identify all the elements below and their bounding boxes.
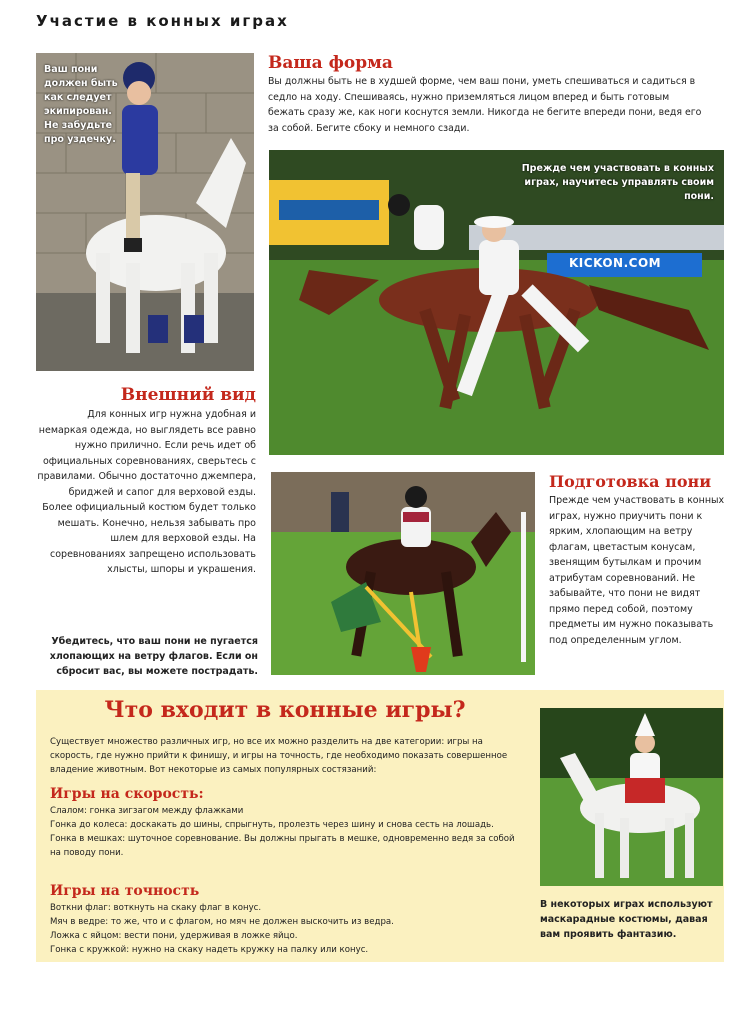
section-look-caption: Убедитесь, что ваш пони не пугается хлопающих на ветру флагов. Если он сбросит вас, вы можете пострадать. xyxy=(49,636,258,677)
accuracy-list xyxy=(50,901,520,957)
speed-heading: Игры на скорость: xyxy=(50,786,204,802)
photo-costume-caption: В некоторых играх используют маскарадные костюмы, давая вам проявить фантазию. xyxy=(540,899,713,940)
section-look-heading: Внешний вид xyxy=(120,385,256,405)
photo-boy-pony xyxy=(36,53,254,371)
sponsor-banner: KICKON.COM xyxy=(569,256,662,270)
accuracy-item: Ложка с яйцом: вести пони, удерживая в ложке яйцо. xyxy=(50,931,298,941)
section-form-text: Вы должны быть не в худшей форме, чем ваш пони, уметь спешиваться и садиться в седло на ходу. Спешиваясь, нужно приземляться лицом вперед и быть готовым бежать сразу же, как ноги коснутся земли. Никогда не бегите впереди пони, ведя его за собой. Бегите сбоку и немного сзади. xyxy=(268,76,702,134)
games-heading: Что входит в конные игры? xyxy=(104,697,466,723)
photo-flag-game xyxy=(271,472,535,675)
speed-item: Гонка до колеса: доскакать до шины, спрыгнуть, пролезть через шину и снова сесть на лошадь. xyxy=(50,820,494,830)
section-prep-text: Прежде чем участвовать в конных играх, нужно приучить пони к ярким, хлопающим на ветру флагам, цветастым конусам, звенящим бутылкам и прочим атрибутам соревнований. Не забывайте, что пони не видят прямо перед собой, поэтому предметы им нужно показывать под определенным углом. xyxy=(549,495,725,646)
accuracy-item: Мяч в ведре: то же, что и с флагом, но мяч не должен выскочить из ведра. xyxy=(50,917,394,927)
page-title: Участие в конных играх xyxy=(36,12,289,30)
accuracy-heading: Игры на точность xyxy=(50,883,200,899)
section-form-heading: Ваша форма xyxy=(268,53,393,73)
photo-costume-rider-image xyxy=(540,708,723,886)
photo-pony-race-caption: Прежде чем участвовать в конных играх, научитесь управлять своим пони. xyxy=(521,163,714,202)
photo-flag-game-image xyxy=(271,472,535,675)
photo-pony-race xyxy=(269,150,724,455)
speed-item: Слалом: гонка зигзагом между флажками xyxy=(50,806,244,816)
accuracy-item: Гонка с кружкой: нужно на скаку надеть кружку на палку или конус. xyxy=(50,945,369,955)
section-look-text: Для конных игр нужна удобная и немаркая одежда, но выглядеть все равно нужно прилично. Если речь идет об официальных соревнованиях, сверьтесь с правилами. Обычно достаточно джемпера, бриджей и сапог для верховой езды. Более официальный костюм будет только мешать. Конечно, нельзя забывать про шлем для верховой езды. На соревнованиях запрещено использовать хлысты, шпоры и украшения. xyxy=(37,409,256,575)
accuracy-item: Воткни флаг: воткнуть на скаку флаг в конус. xyxy=(50,903,262,913)
photo-boy-pony-caption: Ваш пони должен быть как следует экипирован. Не забудьте про уздечку. xyxy=(44,64,118,145)
speed-list xyxy=(50,804,520,860)
photo-costume-rider xyxy=(540,708,723,886)
speed-item: Гонка в мешках: шуточное соревнование. Вы должны прыгать в мешке, одновременно ведя за собой на поводу пони. xyxy=(50,834,515,858)
games-intro: Существует множество различных игр, но все их можно разделить на две категории: игры на скорость, где нужно прийти к финишу, и игры на точность, где необходимо показать совершенное владение животным. Вот некоторые из самых популярных состязаний: xyxy=(50,737,508,775)
section-prep-heading: Подготовка пони xyxy=(549,472,712,491)
